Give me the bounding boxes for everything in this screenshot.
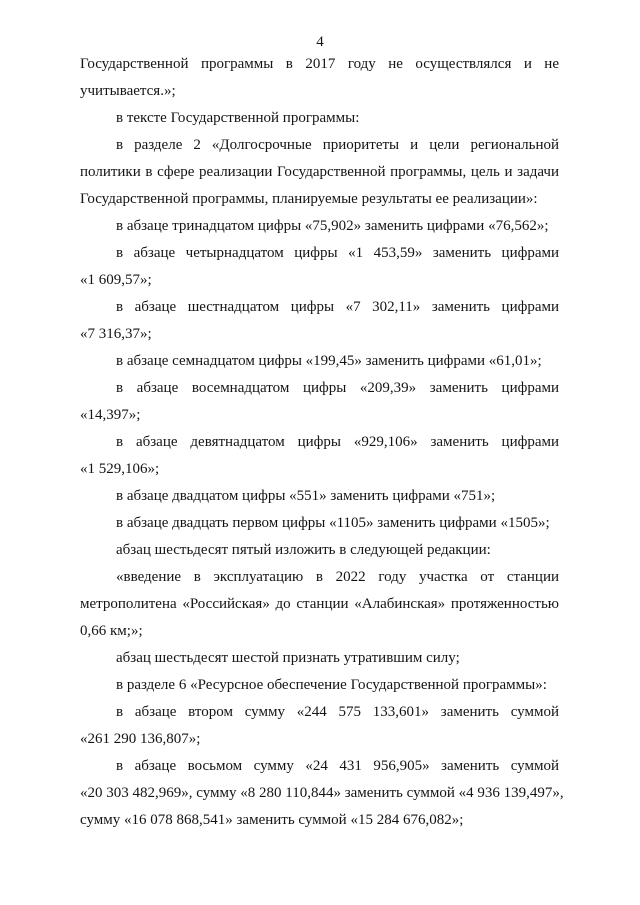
text-line: «1 529,106»; xyxy=(80,461,160,477)
text-line: сумму «16 078 868,541» заменить суммой «15 284 676,082»; xyxy=(80,812,464,828)
text-line: в разделе 2 «Долгосрочные приоритеты и цели региональной xyxy=(116,137,559,153)
text-line: «введение в эксплуатацию в 2022 году участка от станции xyxy=(116,569,559,585)
text-line: учитывается.»; xyxy=(80,83,176,99)
text-line: в абзаце тринадцатом цифры «75,902» заменить цифрами «76,562»; xyxy=(116,218,549,234)
text-line: «7 316,37»; xyxy=(80,326,152,342)
text-line: в абзаце двадцатом цифры «551» заменить цифрами «751»; xyxy=(116,488,496,504)
text-line: в абзаце втором сумму «244 575 133,601» заменить суммой xyxy=(116,704,559,720)
text-line: 0,66 км;»; xyxy=(80,623,143,639)
text-line: в тексте Государственной программы: xyxy=(116,110,360,126)
text-line: «14,397»; xyxy=(80,407,141,423)
text-line: в абзаце восемнадцатом цифры «209,39» заменить цифрами xyxy=(116,380,559,396)
text-line: в абзаце девятнадцатом цифры «929,106» заменить цифрами xyxy=(116,434,559,450)
text-line: в абзаце семнадцатом цифры «199,45» заменить цифрами «61,01»; xyxy=(116,353,542,369)
text-line: метрополитена «Российская» до станции «Алабинская» протяженностью xyxy=(80,596,559,612)
text-line: «1 609,57»; xyxy=(80,272,152,288)
text-line: в абзаце четырнадцатом цифры «1 453,59» заменить цифрами xyxy=(116,245,559,261)
text-line: «20 303 482,969», сумму «8 280 110,844» заменить суммой «4 936 139,497», xyxy=(80,785,564,801)
text-line: в разделе 6 «Ресурсное обеспечение Государственной программы»: xyxy=(116,677,547,693)
page-number: 4 xyxy=(316,34,324,50)
text-line: Государственной программы в 2017 году не осуществлялся и не xyxy=(80,56,559,72)
text-line: в абзаце шестнадцатом цифры «7 302,11» заменить цифрами xyxy=(116,299,559,315)
text-line: в абзаце двадцать первом цифры «1105» заменить цифрами «1505»; xyxy=(116,515,550,531)
text-line: политики в сфере реализации Государственной программы, цель и задачи xyxy=(80,164,559,180)
text-line: абзац шестьдесят пятый изложить в следующей редакции: xyxy=(116,542,491,558)
text-line: «261 290 136,807»; xyxy=(80,731,201,747)
text-line: в абзаце восьмом сумму «24 431 956,905» заменить суммой xyxy=(116,758,559,774)
text-line: Государственной программы, планируемые результаты ее реализации»: xyxy=(80,191,538,207)
text-line: абзац шестьдесят шестой признать утратившим силу; xyxy=(116,650,460,666)
